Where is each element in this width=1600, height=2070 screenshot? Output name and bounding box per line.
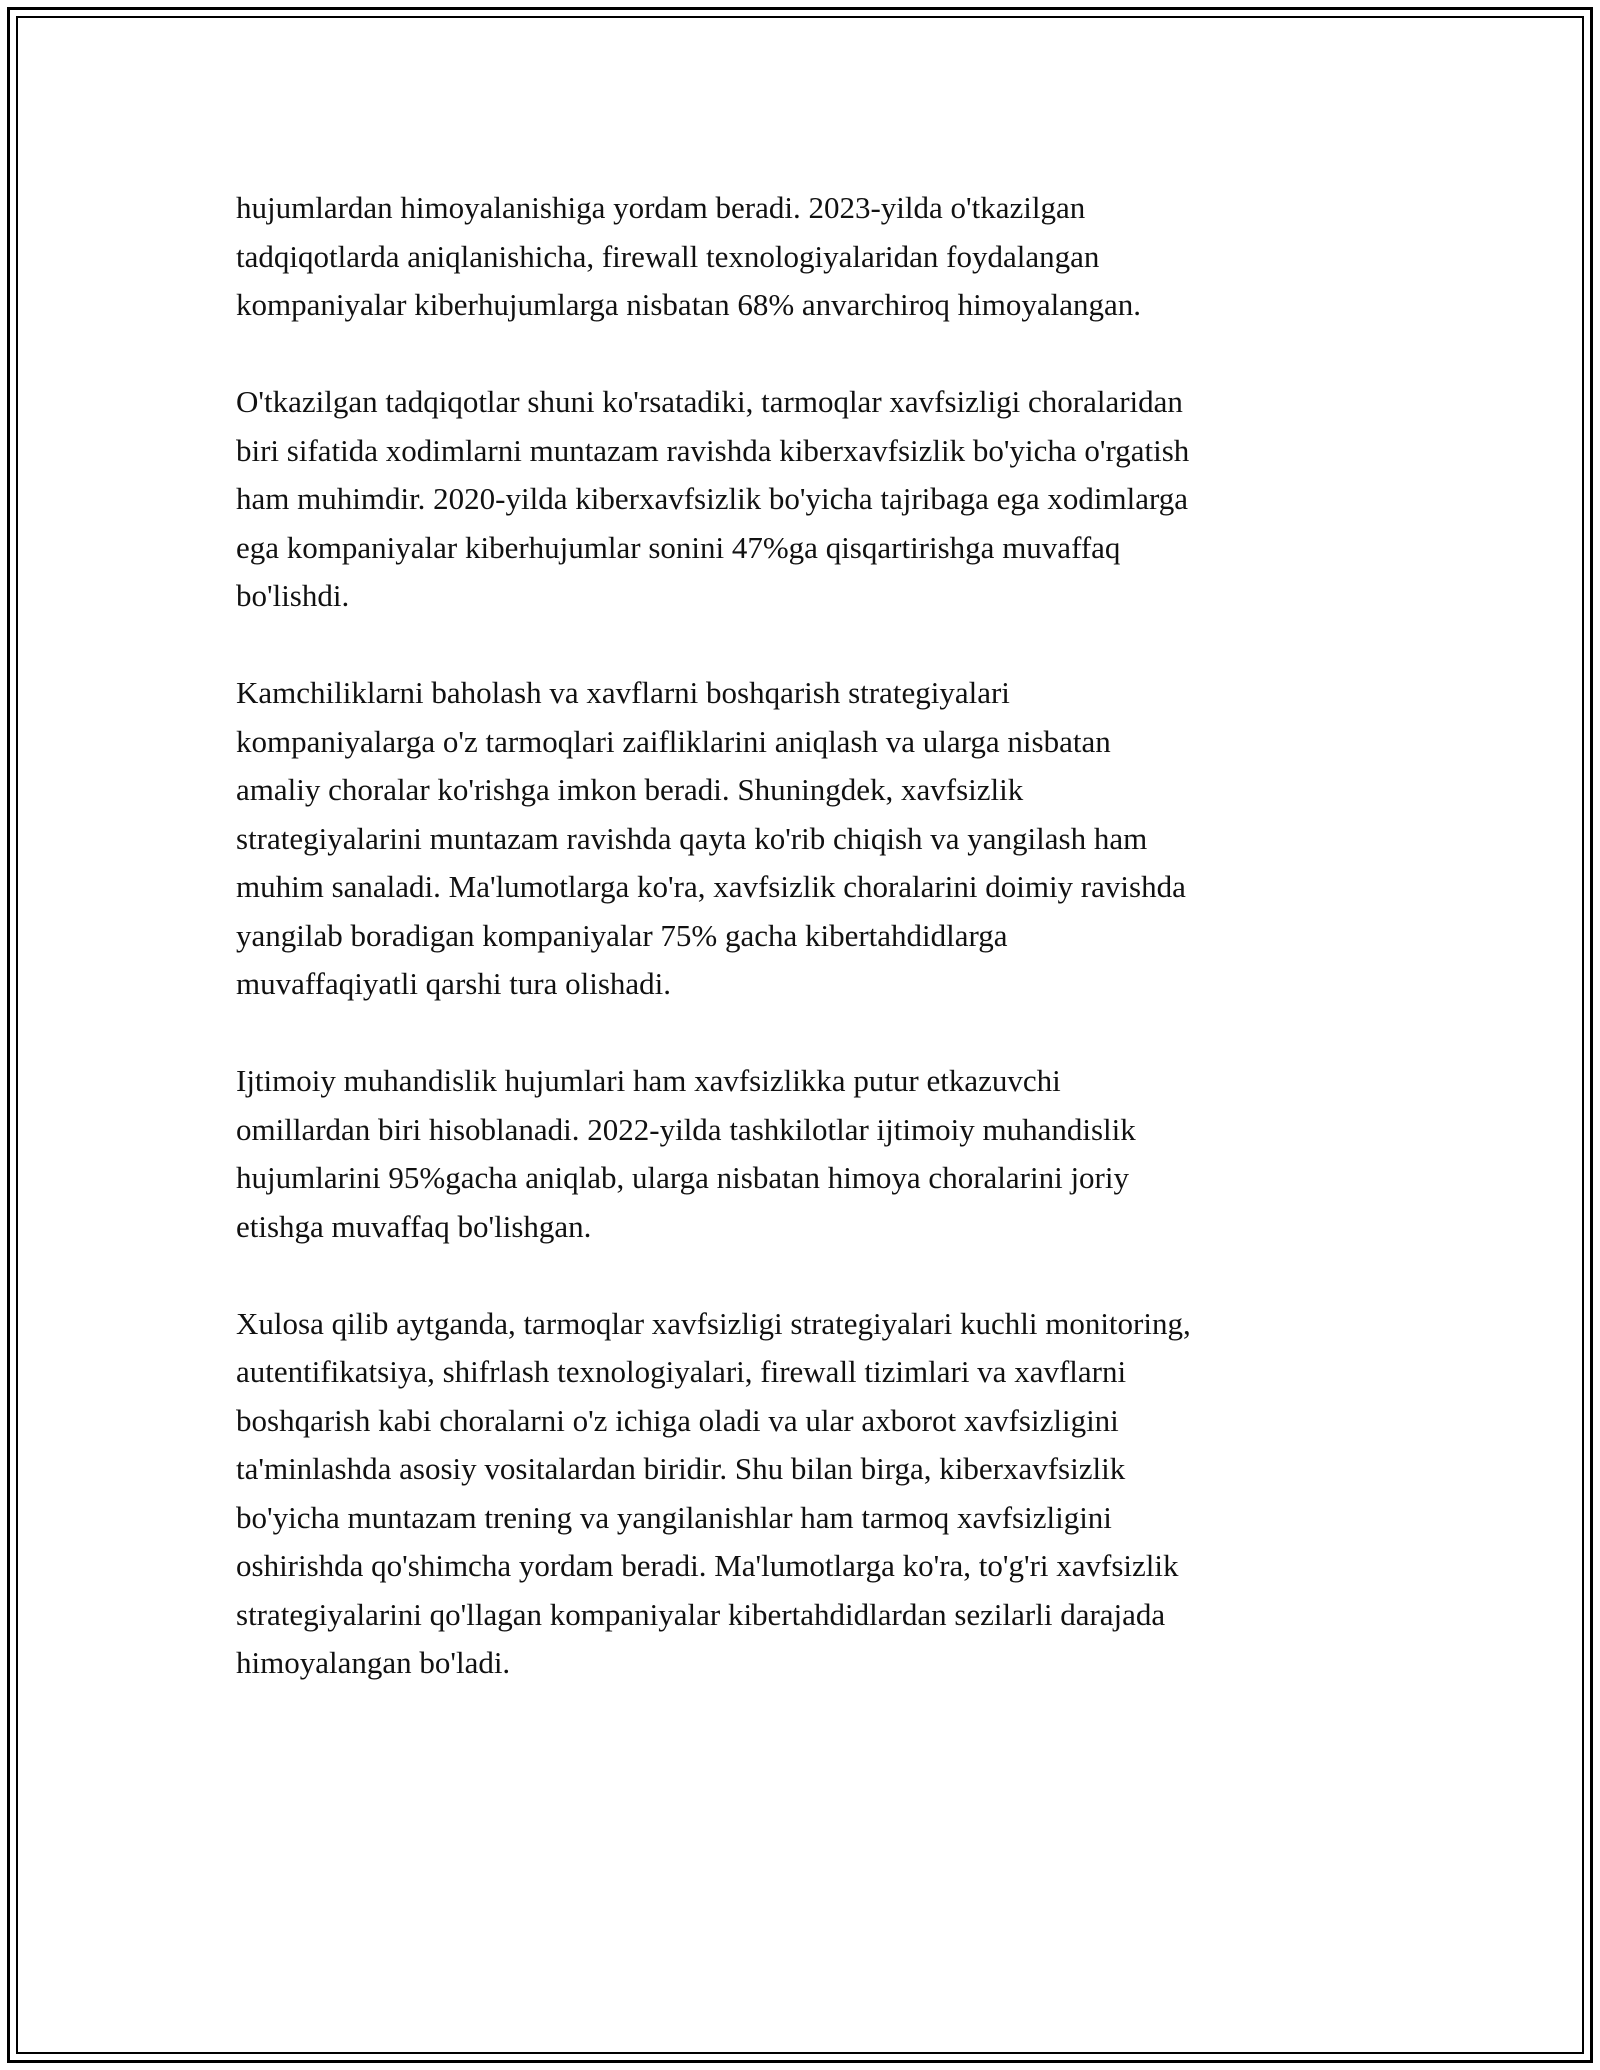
text-line: boshqarish kabi choralarni o'z ichiga oladi va ular axborot xavfsizligini [236,1402,1119,1438]
paragraph-conclusion [236,1300,1376,1688]
text-line: strategiyalarini qo'llagan kompaniyalar kibertahdidlardan sezilarli darajada [236,1596,1166,1632]
paragraph-social-engineering [236,1057,1376,1251]
text-line: autentifikatsiya, shifrlash texnologiyalari, firewall tizimlari va xavflarni [236,1354,1127,1389]
text-line: Xulosa qilib aytganda, tarmoqlar xavfsizligi strategiyalari kuchli monitoring, [236,1305,1191,1341]
paragraph-risk-management [236,669,1376,1009]
text-line: O'tkazilgan tadqiqotlar shuni ko'rsatadiki, tarmoqlar xavfsizligi choralaridan [236,384,1183,419]
text-line: bo'yicha muntazam trening va yangilanishlar ham tarmoq xavfsizligini [236,1499,1112,1535]
text-line: kompaniyalarga o'z tarmoqlari zaifliklarini aniqlash va ularga nisbatan [236,723,1111,759]
text-line: oshirishda qo'shimcha yordam beradi. Ma'lumotlarga ko'ra, to'g'ri xavfsizlik [236,1548,1179,1583]
text-line: biri sifatida xodimlarni muntazam ravishda kiberxavfsizlik bo'yicha o'rgatish [236,432,1190,468]
text-line: omillardan biri hisoblanadi. 2022-yilda tashkilotlar ijtimoiy muhandislik [236,1111,1136,1147]
paragraph-firewall-study [236,184,1376,330]
text-line: ham muhimdir. 2020-yilda kiberxavfsizlik bo'yicha tajribaga ega xodimlarga [236,481,1188,516]
text-line: kompaniyalar kiberhujumlarga nisbatan 68% anvarchiroq himoyalangan. [236,287,1142,322]
text-line: strategiyalarini muntazam ravishda qayta ko'rib chiqish va yangilash ham [236,820,1148,856]
text-line: etishga muvaffaq bo'lishgan. [236,1208,592,1244]
text-line: muvaffaqiyatli qarshi tura olishadi. [236,966,672,1001]
text-line: bo'lishdi. [236,578,350,613]
paragraph-staff-training [236,378,1376,621]
text-line: hujumlardan himoyalanishiga yordam beradi. 2023-yilda o'tkazilgan [236,190,1086,225]
text-line: ega kompaniyalar kiberhujumlar sonini 47%ga qisqartirishga muvaffaq [236,529,1121,565]
text-line: yangilab boradigan kompaniyalar 75% gacha kibertahdidlarga [236,917,1008,953]
text-line: hujumlarini 95%gacha aniqlab, ularga nisbatan himoya choralarini joriy [236,1160,1129,1195]
text-line: Kamchiliklarni baholash va xavflarni boshqarish strategiyalari [236,675,1010,710]
text-line: amaliy choralar ko'rishga imkon beradi. Shuningdek, xavfsizlik [236,772,1024,807]
text-line: himoyalangan bo'ladi. [236,1645,511,1680]
text-line: ta'minlashda asosiy vositalardan biridir. Shu bilan birga, kiberxavfsizlik [236,1451,1126,1486]
text-line: Ijtimoiy muhandislik hujumlari ham xavfsizlikka putur etkazuvchi [236,1063,1061,1098]
text-line: tadqiqotlarda aniqlanishicha, firewall texnologiyalaridan foydalangan [236,238,1100,274]
document-body [236,184,1376,1736]
text-line: muhim sanaladi. Ma'lumotlarga ko'ra, xavfsizlik choralarini doimiy ravishda [236,869,1186,904]
